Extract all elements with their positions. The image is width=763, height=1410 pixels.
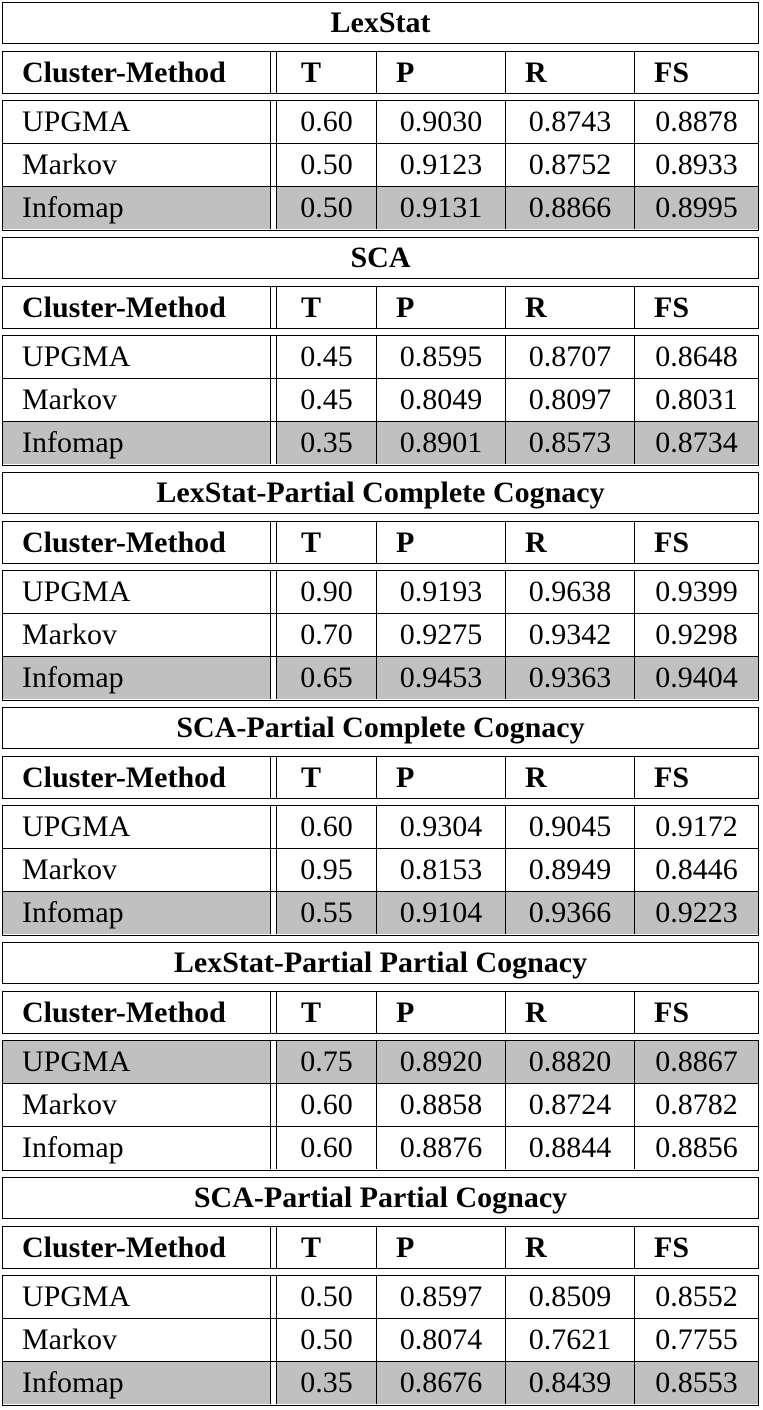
cell-p: 0.9030 (377, 101, 506, 143)
cell-method: Infomap (3, 422, 271, 464)
column-header-fs: FS (654, 760, 690, 794)
cell-t: 0.60 (277, 806, 377, 848)
table-row (3, 379, 758, 422)
section-title: SCA (2, 237, 759, 279)
cell-r: 0.8707 (506, 336, 635, 378)
column-header-r: R (506, 1227, 635, 1268)
header-row (2, 286, 759, 329)
results-section-3 (0, 470, 763, 705)
cell-t: 0.95 (277, 849, 377, 891)
column-header-r: R (506, 52, 635, 93)
cell-fs: 0.8553 (655, 1366, 738, 1399)
header-row (2, 521, 759, 564)
cell-t: 0.35 (277, 422, 377, 464)
table-row (3, 1319, 758, 1362)
cell-method: Infomap (3, 1362, 271, 1404)
table-row (3, 849, 758, 892)
header-row (2, 51, 759, 94)
column-header-t: T (277, 287, 377, 328)
cell-fs: 0.8734 (655, 426, 738, 459)
column-header-fs: FS (654, 290, 690, 324)
column-header-fs: FS (654, 1230, 690, 1264)
column-header-p: P (377, 522, 506, 563)
column-header-cluster-method: Cluster-Method (3, 992, 271, 1033)
cell-r: 0.9638 (506, 571, 635, 613)
cell-t: 0.50 (277, 187, 377, 229)
table-row (3, 101, 758, 144)
cell-r: 0.8820 (506, 1041, 635, 1083)
table-row (3, 892, 758, 934)
cell-fs: 0.8031 (655, 383, 738, 416)
column-header-t: T (277, 522, 377, 563)
data-rows (2, 335, 759, 466)
column-header-cluster-method: Cluster-Method (3, 287, 271, 328)
section-title: LexStat (2, 2, 759, 44)
cell-r: 0.8949 (506, 849, 635, 891)
cell-t: 0.55 (277, 892, 377, 934)
results-section-1 (0, 0, 763, 235)
column-header-t: T (277, 52, 377, 93)
cell-r: 0.9045 (506, 806, 635, 848)
table-row (3, 336, 758, 379)
cell-fs: 0.8867 (655, 1045, 738, 1078)
section-title: SCA-Partial Partial Cognacy (2, 1177, 759, 1219)
cell-p: 0.8153 (377, 849, 506, 891)
cell-t: 0.50 (277, 1319, 377, 1361)
column-header-fs: FS (654, 995, 690, 1029)
cell-method: Infomap (3, 657, 271, 699)
cell-p: 0.9104 (377, 892, 506, 934)
table-row (3, 806, 758, 849)
data-rows (2, 805, 759, 936)
cell-p: 0.8876 (377, 1127, 506, 1169)
table-row (3, 1276, 758, 1319)
cell-r: 0.9366 (506, 892, 635, 934)
column-header-r: R (506, 992, 635, 1033)
cell-r: 0.8509 (506, 1276, 635, 1318)
cell-r: 0.8724 (506, 1084, 635, 1126)
cell-fs: 0.8995 (655, 191, 738, 224)
column-header-p: P (377, 287, 506, 328)
data-rows (2, 100, 759, 231)
results-section-2 (0, 235, 763, 470)
results-section-5 (0, 940, 763, 1175)
cell-method: UPGMA (3, 101, 271, 143)
cell-p: 0.8858 (377, 1084, 506, 1126)
cell-method: Infomap (3, 892, 271, 934)
cell-r: 0.9363 (506, 657, 635, 699)
cell-fs: 0.9223 (655, 896, 738, 929)
table-row (3, 187, 758, 229)
cell-t: 0.45 (277, 336, 377, 378)
table-row (3, 657, 758, 699)
cell-method: Infomap (3, 187, 271, 229)
cell-t: 0.60 (277, 1084, 377, 1126)
cell-p: 0.8901 (377, 422, 506, 464)
section-title: LexStat-Partial Complete Cognacy (2, 472, 759, 514)
cell-method: Infomap (3, 1127, 271, 1169)
cell-fs: 0.8878 (655, 105, 738, 138)
column-header-p: P (377, 1227, 506, 1268)
cell-p: 0.8920 (377, 1041, 506, 1083)
cell-p: 0.9275 (377, 614, 506, 656)
cell-method: Markov (3, 849, 271, 891)
cell-fs: 0.9404 (655, 661, 738, 694)
cell-method: UPGMA (3, 1041, 271, 1083)
column-header-cluster-method: Cluster-Method (3, 522, 271, 563)
column-header-r: R (506, 757, 635, 798)
cell-t: 0.75 (277, 1041, 377, 1083)
table-row (3, 1041, 758, 1084)
cell-t: 0.60 (277, 1127, 377, 1169)
cell-fs: 0.9172 (655, 810, 738, 843)
data-rows (2, 1040, 759, 1171)
cell-p: 0.9131 (377, 187, 506, 229)
column-header-r: R (506, 287, 635, 328)
cell-method: Markov (3, 1319, 271, 1361)
results-section-6 (0, 1175, 763, 1410)
table-row (3, 1362, 758, 1404)
cell-fs: 0.7755 (655, 1323, 738, 1356)
cell-fs: 0.8856 (655, 1131, 738, 1164)
cell-fs: 0.8782 (655, 1088, 738, 1121)
table-row (3, 614, 758, 657)
cell-t: 0.45 (277, 379, 377, 421)
cell-r: 0.8752 (506, 144, 635, 186)
cell-t: 0.90 (277, 571, 377, 613)
table-row (3, 571, 758, 614)
cell-p: 0.8597 (377, 1276, 506, 1318)
cell-p: 0.8595 (377, 336, 506, 378)
section-title: SCA-Partial Complete Cognacy (2, 707, 759, 749)
cell-fs: 0.8446 (655, 853, 738, 886)
cell-p: 0.9304 (377, 806, 506, 848)
table-row (3, 1127, 758, 1169)
cell-r: 0.8573 (506, 422, 635, 464)
cell-p: 0.8074 (377, 1319, 506, 1361)
cell-method: Markov (3, 1084, 271, 1126)
cell-p: 0.8676 (377, 1362, 506, 1404)
column-header-p: P (377, 992, 506, 1033)
cell-t: 0.35 (277, 1362, 377, 1404)
column-header-t: T (277, 992, 377, 1033)
column-header-cluster-method: Cluster-Method (3, 757, 271, 798)
cell-r: 0.8439 (506, 1362, 635, 1404)
cell-method: UPGMA (3, 571, 271, 613)
results-section-4 (0, 705, 763, 940)
data-rows (2, 570, 759, 701)
column-header-cluster-method: Cluster-Method (3, 52, 271, 93)
column-header-fs: FS (654, 525, 690, 559)
cell-method: UPGMA (3, 806, 271, 848)
column-header-t: T (277, 1227, 377, 1268)
column-header-p: P (377, 757, 506, 798)
cell-fs: 0.8648 (655, 340, 738, 373)
cell-t: 0.50 (277, 1276, 377, 1318)
column-header-cluster-method: Cluster-Method (3, 1227, 271, 1268)
data-rows (2, 1275, 759, 1406)
cell-r: 0.9342 (506, 614, 635, 656)
cell-r: 0.7621 (506, 1319, 635, 1361)
column-header-t: T (277, 757, 377, 798)
cell-fs: 0.8552 (655, 1280, 738, 1313)
cell-t: 0.70 (277, 614, 377, 656)
section-title: LexStat-Partial Partial Cognacy (2, 942, 759, 984)
cell-method: Markov (3, 144, 271, 186)
table-row (3, 1084, 758, 1127)
header-row (2, 756, 759, 799)
column-header-r: R (506, 522, 635, 563)
cell-t: 0.65 (277, 657, 377, 699)
header-row (2, 1226, 759, 1269)
header-row (2, 991, 759, 1034)
cell-p: 0.9123 (377, 144, 506, 186)
cell-p: 0.9193 (377, 571, 506, 613)
cell-method: UPGMA (3, 336, 271, 378)
cell-r: 0.8097 (506, 379, 635, 421)
cell-p: 0.8049 (377, 379, 506, 421)
cell-t: 0.60 (277, 101, 377, 143)
cell-fs: 0.9399 (655, 575, 738, 608)
cell-r: 0.8844 (506, 1127, 635, 1169)
table-row (3, 422, 758, 464)
column-header-fs: FS (654, 55, 690, 89)
table-row (3, 144, 758, 187)
cell-method: Markov (3, 614, 271, 656)
column-header-p: P (377, 52, 506, 93)
cell-method: Markov (3, 379, 271, 421)
cell-r: 0.8743 (506, 101, 635, 143)
cell-p: 0.9453 (377, 657, 506, 699)
cell-r: 0.8866 (506, 187, 635, 229)
cell-fs: 0.8933 (655, 148, 738, 181)
cell-t: 0.50 (277, 144, 377, 186)
cell-method: UPGMA (3, 1276, 271, 1318)
cell-fs: 0.9298 (655, 618, 738, 651)
